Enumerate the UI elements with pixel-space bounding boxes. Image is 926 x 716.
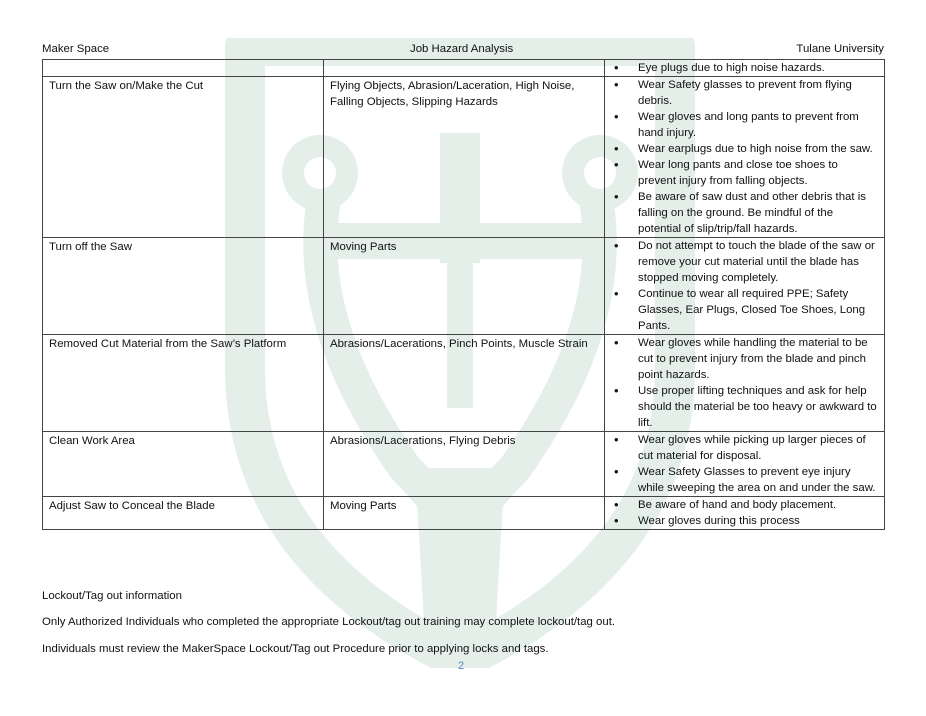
lockout-title: Lockout/Tag out information — [42, 590, 182, 602]
lockout-line-2: Individuals must review the MakerSpace Lockout/Tag out Procedure prior to applying locks and tags. — [42, 643, 549, 655]
controls-list — [614, 335, 878, 431]
hazards-cell: Moving Parts — [324, 238, 605, 335]
header-left: Maker Space — [42, 43, 110, 55]
control-item: • Wear gloves while picking up larger pieces of cut material for disposal. — [614, 432, 878, 464]
control-item: • Do not attempt to touch the blade of the saw or remove your cut material until the blade has stopped moving completely. — [614, 238, 878, 286]
table-row — [43, 77, 885, 238]
control-item: • Continue to wear all required PPE; Safety Glasses, Ear Plugs, Closed Toe Shoes, Long Pants. — [614, 286, 878, 334]
table-row — [43, 60, 885, 77]
lockout-line-1: Only Authorized Individuals who completed the appropriate Lockout/tag out training may complete lockout/tag out. — [42, 616, 616, 628]
control-item: • Wear gloves during this process — [614, 513, 878, 529]
page-number: 2 — [458, 660, 465, 672]
controls-cell — [605, 432, 885, 497]
table-row — [43, 335, 885, 432]
hazards-cell: Abrasions/Lacerations, Pinch Points, Muscle Strain — [324, 335, 605, 432]
controls-cell — [605, 238, 885, 335]
control-item: • Be aware of hand and body placement. — [614, 497, 878, 513]
controls-list — [614, 238, 878, 334]
controls-list — [614, 60, 878, 76]
control-item: • Wear long pants and close toe shoes to prevent injury from falling objects. — [614, 157, 878, 189]
job-step-cell: Turn off the Saw — [43, 238, 324, 335]
control-item: • Wear Safety glasses to prevent from flying debris. — [614, 77, 878, 109]
control-item: • Wear Safety Glasses to prevent eye injury while sweeping the area on and under the saw. — [614, 464, 878, 496]
control-item: • Wear earplugs due to high noise from the saw. — [614, 141, 878, 157]
hazards-cell: Abrasions/Lacerations, Flying Debris — [324, 432, 605, 497]
hazards-cell: Flying Objects, Abrasion/Laceration, High Noise, Falling Objects, Slipping Hazards — [324, 77, 605, 238]
controls-list — [614, 77, 878, 237]
job-step-cell: Clean Work Area — [43, 432, 324, 497]
hazards-cell — [324, 60, 605, 77]
table-row — [43, 497, 885, 530]
header-right: Tulane University — [796, 43, 884, 55]
job-step-cell: Removed Cut Material from the Saw’s Platform — [43, 335, 324, 432]
hazard-analysis-table — [42, 59, 885, 530]
controls-list — [614, 432, 878, 496]
control-item: • Eye plugs due to high noise hazards. — [614, 60, 878, 76]
hazards-cell: Moving Parts — [324, 497, 605, 530]
controls-cell — [605, 497, 885, 530]
control-item: • Wear gloves and long pants to prevent from hand injury. — [614, 109, 878, 141]
job-step-cell: Adjust Saw to Conceal the Blade — [43, 497, 324, 530]
control-item: • Be aware of saw dust and other debris that is falling on the ground. Be mindful of the potential of slip/trip/fall hazards. — [614, 189, 878, 237]
control-item: • Wear gloves while handling the material to be cut to prevent injury from the blade and pinch point hazards. — [614, 335, 878, 383]
control-item: • Use proper lifting techniques and ask for help should the material be too heavy or awkward to lift. — [614, 383, 878, 431]
controls-cell — [605, 335, 885, 432]
controls-cell — [605, 77, 885, 238]
header-title: Job Hazard Analysis — [410, 43, 514, 55]
job-step-cell — [43, 60, 324, 77]
controls-list — [614, 497, 878, 529]
job-step-cell: Turn the Saw on/Make the Cut — [43, 77, 324, 238]
table-row — [43, 432, 885, 497]
controls-cell — [605, 60, 885, 77]
page-header — [42, 43, 884, 59]
table-row — [43, 238, 885, 335]
